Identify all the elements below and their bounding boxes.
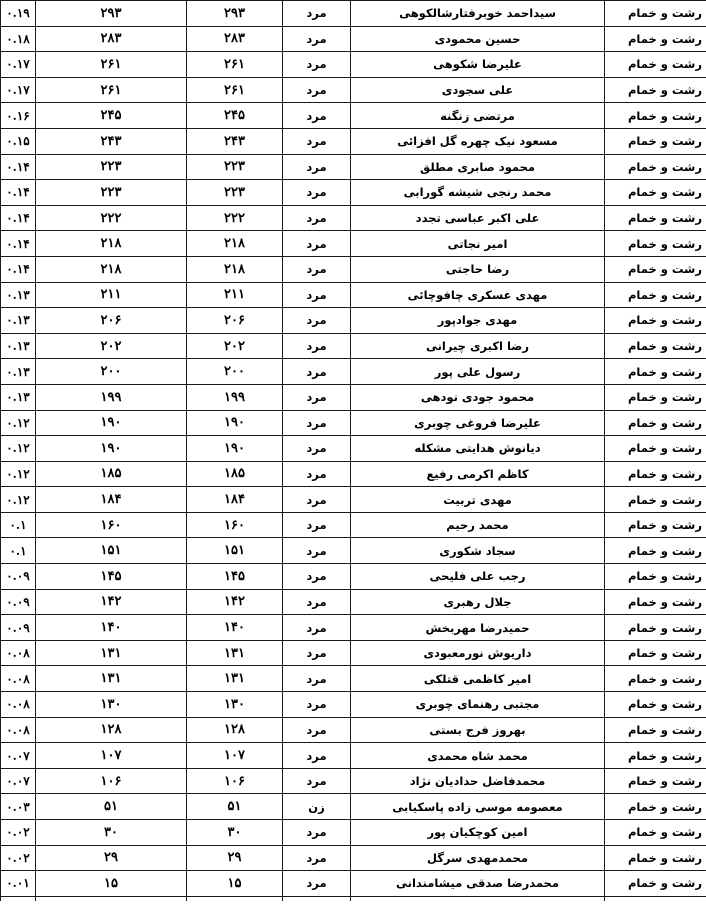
percent-cell: ۰.۱۷ <box>1 52 36 78</box>
votes-a-cell: ۲۶۱ <box>187 52 283 78</box>
name-cell: مهدی عسکری چافوچائی <box>351 282 605 308</box>
table-row <box>1 512 706 538</box>
region-cell: رشت و خمام <box>605 768 706 794</box>
percent-cell: ۰.۱۲ <box>1 461 36 487</box>
percent-cell: ۰.۱۶ <box>1 103 36 129</box>
votes-a-cell: ۱۳۱ <box>187 640 283 666</box>
votes-a-cell: ۲۸۳ <box>187 26 283 52</box>
percent-cell: ۰.۱۴ <box>1 180 36 206</box>
name-cell: محمد رنجی شیشه گورابی <box>351 180 605 206</box>
votes-a-cell: ۱۵ <box>187 871 283 897</box>
votes-b-cell: ۱۳۱ <box>36 640 187 666</box>
votes-a-cell: ۲۰۰ <box>187 359 283 385</box>
region-cell: رشت و خمام <box>605 820 706 846</box>
table-row <box>1 180 706 206</box>
empty-cell <box>283 896 351 901</box>
table-row <box>1 538 706 564</box>
gender-cell: مرد <box>283 871 351 897</box>
percent-cell: ۰.۰۲ <box>1 820 36 846</box>
gender-cell: مرد <box>283 512 351 538</box>
gender-cell: مرد <box>283 154 351 180</box>
gender-cell: مرد <box>283 743 351 769</box>
name-cell: جلال رهبری <box>351 589 605 615</box>
gender-cell: مرد <box>283 538 351 564</box>
region-cell: رشت و خمام <box>605 26 706 52</box>
name-cell: مرتضی زنگنه <box>351 103 605 129</box>
votes-b-cell: ۲۰۰ <box>36 359 187 385</box>
votes-b-cell: ۲۶۱ <box>36 52 187 78</box>
votes-b-cell: ۱۴۲ <box>36 589 187 615</box>
gender-cell: مرد <box>283 589 351 615</box>
table-row <box>1 410 706 436</box>
votes-b-cell: ۲۲۳ <box>36 180 187 206</box>
votes-a-cell: ۱۹۹ <box>187 384 283 410</box>
gender-cell: مرد <box>283 128 351 154</box>
region-cell: رشت و خمام <box>605 128 706 154</box>
percent-cell: ۰.۰۹ <box>1 564 36 590</box>
gender-cell: مرد <box>283 384 351 410</box>
name-cell: محمدرضا صدقی میشامندانی <box>351 871 605 897</box>
votes-a-cell: ۱۲۸ <box>187 717 283 743</box>
table-row-partial <box>1 896 706 901</box>
gender-cell: مرد <box>283 359 351 385</box>
empty-cell <box>1 896 36 901</box>
votes-b-cell: ۲۴۳ <box>36 128 187 154</box>
name-cell: رضا اکبری چیرانی <box>351 333 605 359</box>
votes-a-cell: ۲۲۳ <box>187 154 283 180</box>
name-cell: محمود جودی نودهی <box>351 384 605 410</box>
table-row <box>1 794 706 820</box>
region-cell: رشت و خمام <box>605 512 706 538</box>
region-cell: رشت و خمام <box>605 282 706 308</box>
name-cell: مجتبی رهنمای چوبری <box>351 692 605 718</box>
region-cell: رشت و خمام <box>605 871 706 897</box>
region-cell: رشت و خمام <box>605 205 706 231</box>
percent-cell: ۰.۰۱ <box>1 871 36 897</box>
votes-a-cell: ۱۹۰ <box>187 410 283 436</box>
table-row <box>1 461 706 487</box>
gender-cell: مرد <box>283 26 351 52</box>
percent-cell: ۰.۱۳ <box>1 308 36 334</box>
table-row <box>1 52 706 78</box>
gender-cell: مرد <box>283 640 351 666</box>
table-row <box>1 743 706 769</box>
empty-cell <box>187 896 283 901</box>
gender-cell: مرد <box>283 256 351 282</box>
name-cell: امیر کاظمی قتلکی <box>351 666 605 692</box>
gender-cell: مرد <box>283 666 351 692</box>
table-row <box>1 820 706 846</box>
votes-b-cell: ۱۶۰ <box>36 512 187 538</box>
region-cell: رشت و خمام <box>605 180 706 206</box>
region-cell: رشت و خمام <box>605 845 706 871</box>
region-cell: رشت و خمام <box>605 410 706 436</box>
votes-b-cell: ۱۵۱ <box>36 538 187 564</box>
votes-a-cell: ۲۱۸ <box>187 231 283 257</box>
name-cell: رجب علی فلیحی <box>351 564 605 590</box>
gender-cell: مرد <box>283 103 351 129</box>
gender-cell: مرد <box>283 768 351 794</box>
percent-cell: ۰.۱۴ <box>1 256 36 282</box>
empty-cell <box>36 896 187 901</box>
table-row <box>1 692 706 718</box>
empty-cell <box>351 896 605 901</box>
region-cell: رشت و خمام <box>605 256 706 282</box>
region-cell: رشت و خمام <box>605 717 706 743</box>
votes-b-cell: ۲۹۳ <box>36 1 187 27</box>
votes-b-cell: ۲۶۱ <box>36 77 187 103</box>
table-row <box>1 128 706 154</box>
percent-cell: ۰.۱۴ <box>1 231 36 257</box>
name-cell: حسین محمودی <box>351 26 605 52</box>
percent-cell: ۰.۰۳ <box>1 794 36 820</box>
votes-a-cell: ۱۰۷ <box>187 743 283 769</box>
table-row <box>1 1 706 27</box>
votes-b-cell: ۲۴۵ <box>36 103 187 129</box>
percent-cell: ۰.۰۷ <box>1 768 36 794</box>
region-cell: رشت و خمام <box>605 743 706 769</box>
gender-cell: مرد <box>283 52 351 78</box>
votes-a-cell: ۲۴۳ <box>187 128 283 154</box>
name-cell: سیداحمد خوبرفتارشالکوهی <box>351 1 605 27</box>
region-cell: رشت و خمام <box>605 359 706 385</box>
votes-b-cell: ۱۴۵ <box>36 564 187 590</box>
votes-a-cell: ۱۳۰ <box>187 692 283 718</box>
gender-cell: مرد <box>283 333 351 359</box>
percent-cell: ۰.۱۷ <box>1 77 36 103</box>
table-row <box>1 871 706 897</box>
gender-cell: مرد <box>283 845 351 871</box>
gender-cell: مرد <box>283 487 351 513</box>
votes-a-cell: ۵۱ <box>187 794 283 820</box>
votes-a-cell: ۱۴۰ <box>187 615 283 641</box>
table-row <box>1 308 706 334</box>
gender-cell: مرد <box>283 436 351 462</box>
percent-cell: ۰.۰۹ <box>1 615 36 641</box>
votes-a-cell: ۱۶۰ <box>187 512 283 538</box>
percent-cell: ۰.۰۸ <box>1 692 36 718</box>
table-row <box>1 768 706 794</box>
votes-b-cell: ۱۸۵ <box>36 461 187 487</box>
percent-cell: ۰.۱۲ <box>1 436 36 462</box>
name-cell: کاظم اکرمی رفیع <box>351 461 605 487</box>
name-cell: علی سجودی <box>351 77 605 103</box>
region-cell: رشت و خمام <box>605 436 706 462</box>
region-cell: رشت و خمام <box>605 77 706 103</box>
percent-cell: ۰.۰۹ <box>1 589 36 615</box>
votes-b-cell: ۱۰۷ <box>36 743 187 769</box>
table-row <box>1 231 706 257</box>
votes-b-cell: ۱۳۰ <box>36 692 187 718</box>
region-cell: رشت و خمام <box>605 666 706 692</box>
results-table-body <box>1 1 706 901</box>
votes-a-cell: ۲۰۲ <box>187 333 283 359</box>
votes-b-cell: ۲۲۳ <box>36 154 187 180</box>
table-row <box>1 717 706 743</box>
votes-b-cell: ۲۱۸ <box>36 231 187 257</box>
votes-a-cell: ۱۴۵ <box>187 564 283 590</box>
votes-a-cell: ۲۴۵ <box>187 103 283 129</box>
percent-cell: ۰.۰۸ <box>1 640 36 666</box>
region-cell: رشت و خمام <box>605 52 706 78</box>
percent-cell: ۰.۱۵ <box>1 128 36 154</box>
gender-cell: مرد <box>283 231 351 257</box>
votes-a-cell: ۲۹۳ <box>187 1 283 27</box>
percent-cell: ۰.۱۲ <box>1 410 36 436</box>
name-cell: محمدمهدی سرگل <box>351 845 605 871</box>
gender-cell: مرد <box>283 615 351 641</box>
percent-cell: ۰.۰۸ <box>1 717 36 743</box>
region-cell: رشت و خمام <box>605 231 706 257</box>
region-cell: رشت و خمام <box>605 1 706 27</box>
name-cell: دیانوش هدایتی مشکله <box>351 436 605 462</box>
votes-a-cell: ۱۸۴ <box>187 487 283 513</box>
gender-cell: مرد <box>283 282 351 308</box>
gender-cell: مرد <box>283 1 351 27</box>
votes-b-cell: ۱۹۰ <box>36 410 187 436</box>
name-cell: مسعود نیک چهره گل افزائی <box>351 128 605 154</box>
name-cell: علی اکبر عباسی تجدد <box>351 205 605 231</box>
percent-cell: ۰.۱ <box>1 512 36 538</box>
region-cell: رشت و خمام <box>605 103 706 129</box>
votes-b-cell: ۲۲۲ <box>36 205 187 231</box>
percent-cell: ۰.۱۸ <box>1 26 36 52</box>
name-cell: محمد شاه محمدی <box>351 743 605 769</box>
votes-a-cell: ۱۴۲ <box>187 589 283 615</box>
votes-b-cell: ۲۰۶ <box>36 308 187 334</box>
name-cell: سجاد شکوری <box>351 538 605 564</box>
percent-cell: ۰.۱۳ <box>1 282 36 308</box>
table-row <box>1 845 706 871</box>
gender-cell: مرد <box>283 77 351 103</box>
name-cell: داریوش نورمعبودی <box>351 640 605 666</box>
votes-a-cell: ۱۰۶ <box>187 768 283 794</box>
name-cell: رضا حاجتی <box>351 256 605 282</box>
percent-cell: ۰.۱۳ <box>1 359 36 385</box>
votes-a-cell: ۱۳۱ <box>187 666 283 692</box>
name-cell: علیرضا فروغی چوبری <box>351 410 605 436</box>
table-row <box>1 26 706 52</box>
votes-b-cell: ۱۰۶ <box>36 768 187 794</box>
table-row <box>1 487 706 513</box>
percent-cell: ۰.۰۲ <box>1 845 36 871</box>
region-cell: رشت و خمام <box>605 461 706 487</box>
votes-b-cell: ۱۹۹ <box>36 384 187 410</box>
region-cell: رشت و خمام <box>605 333 706 359</box>
name-cell: علیرضا شکوهی <box>351 52 605 78</box>
gender-cell: مرد <box>283 180 351 206</box>
gender-cell: زن <box>283 794 351 820</box>
name-cell: مهدی تربیت <box>351 487 605 513</box>
gender-cell: مرد <box>283 564 351 590</box>
name-cell: امیر نجاتی <box>351 231 605 257</box>
gender-cell: مرد <box>283 461 351 487</box>
votes-b-cell: ۲۰۲ <box>36 333 187 359</box>
name-cell: معصومه موسی زاده پاسکیابی <box>351 794 605 820</box>
region-cell: رشت و خمام <box>605 538 706 564</box>
votes-b-cell: ۱۲۸ <box>36 717 187 743</box>
table-row <box>1 384 706 410</box>
region-cell: رشت و خمام <box>605 564 706 590</box>
name-cell: مهدی جوادپور <box>351 308 605 334</box>
votes-b-cell: ۲۸۳ <box>36 26 187 52</box>
name-cell: امین کوچکیان پور <box>351 820 605 846</box>
percent-cell: ۰.۱۹ <box>1 1 36 27</box>
votes-a-cell: ۲۱۸ <box>187 256 283 282</box>
name-cell: بهروز فرج بستی <box>351 717 605 743</box>
votes-a-cell: ۲۲۲ <box>187 205 283 231</box>
name-cell: محمد رحیم <box>351 512 605 538</box>
empty-cell <box>605 896 706 901</box>
region-cell: رشت و خمام <box>605 308 706 334</box>
votes-b-cell: ۱۳۱ <box>36 666 187 692</box>
region-cell: رشت و خمام <box>605 384 706 410</box>
region-cell: رشت و خمام <box>605 794 706 820</box>
table-row <box>1 666 706 692</box>
gender-cell: مرد <box>283 692 351 718</box>
votes-a-cell: ۱۵۱ <box>187 538 283 564</box>
votes-b-cell: ۱۴۰ <box>36 615 187 641</box>
region-cell: رشت و خمام <box>605 615 706 641</box>
table-row <box>1 205 706 231</box>
votes-b-cell: ۳۰ <box>36 820 187 846</box>
percent-cell: ۰.۱۲ <box>1 487 36 513</box>
name-cell: حمیدرضا مهربخش <box>351 615 605 641</box>
region-cell: رشت و خمام <box>605 589 706 615</box>
region-cell: رشت و خمام <box>605 640 706 666</box>
table-row <box>1 256 706 282</box>
votes-a-cell: ۲۱۱ <box>187 282 283 308</box>
region-cell: رشت و خمام <box>605 154 706 180</box>
votes-b-cell: ۲۱۱ <box>36 282 187 308</box>
name-cell: رسول علی پور <box>351 359 605 385</box>
percent-cell: ۰.۱۳ <box>1 333 36 359</box>
votes-b-cell: ۵۱ <box>36 794 187 820</box>
votes-a-cell: ۱۹۰ <box>187 436 283 462</box>
table-row <box>1 154 706 180</box>
percent-cell: ۰.۱۴ <box>1 205 36 231</box>
votes-a-cell: ۲۶۱ <box>187 77 283 103</box>
gender-cell: مرد <box>283 717 351 743</box>
table-row <box>1 615 706 641</box>
table-row <box>1 103 706 129</box>
gender-cell: مرد <box>283 308 351 334</box>
table-row <box>1 564 706 590</box>
name-cell: محمدفاضل حدادیان نژاد <box>351 768 605 794</box>
votes-b-cell: ۱۹۰ <box>36 436 187 462</box>
votes-a-cell: ۲۰۶ <box>187 308 283 334</box>
table-row <box>1 77 706 103</box>
percent-cell: ۰.۰۷ <box>1 743 36 769</box>
votes-b-cell: ۱۵ <box>36 871 187 897</box>
gender-cell: مرد <box>283 205 351 231</box>
table-row <box>1 589 706 615</box>
table-row <box>1 333 706 359</box>
votes-a-cell: ۲۲۳ <box>187 180 283 206</box>
table-row <box>1 436 706 462</box>
votes-a-cell: ۲۹ <box>187 845 283 871</box>
region-cell: رشت و خمام <box>605 487 706 513</box>
votes-b-cell: ۲۹ <box>36 845 187 871</box>
percent-cell: ۰.۱ <box>1 538 36 564</box>
table-row <box>1 282 706 308</box>
votes-a-cell: ۳۰ <box>187 820 283 846</box>
gender-cell: مرد <box>283 410 351 436</box>
table-row <box>1 640 706 666</box>
gender-cell: مرد <box>283 820 351 846</box>
percent-cell: ۰.۱۳ <box>1 384 36 410</box>
region-cell: رشت و خمام <box>605 692 706 718</box>
table-row <box>1 359 706 385</box>
percent-cell: ۰.۱۴ <box>1 154 36 180</box>
votes-b-cell: ۲۱۸ <box>36 256 187 282</box>
votes-b-cell: ۱۸۴ <box>36 487 187 513</box>
percent-cell: ۰.۰۸ <box>1 666 36 692</box>
name-cell: محمود صابری مطلق <box>351 154 605 180</box>
votes-a-cell: ۱۸۵ <box>187 461 283 487</box>
